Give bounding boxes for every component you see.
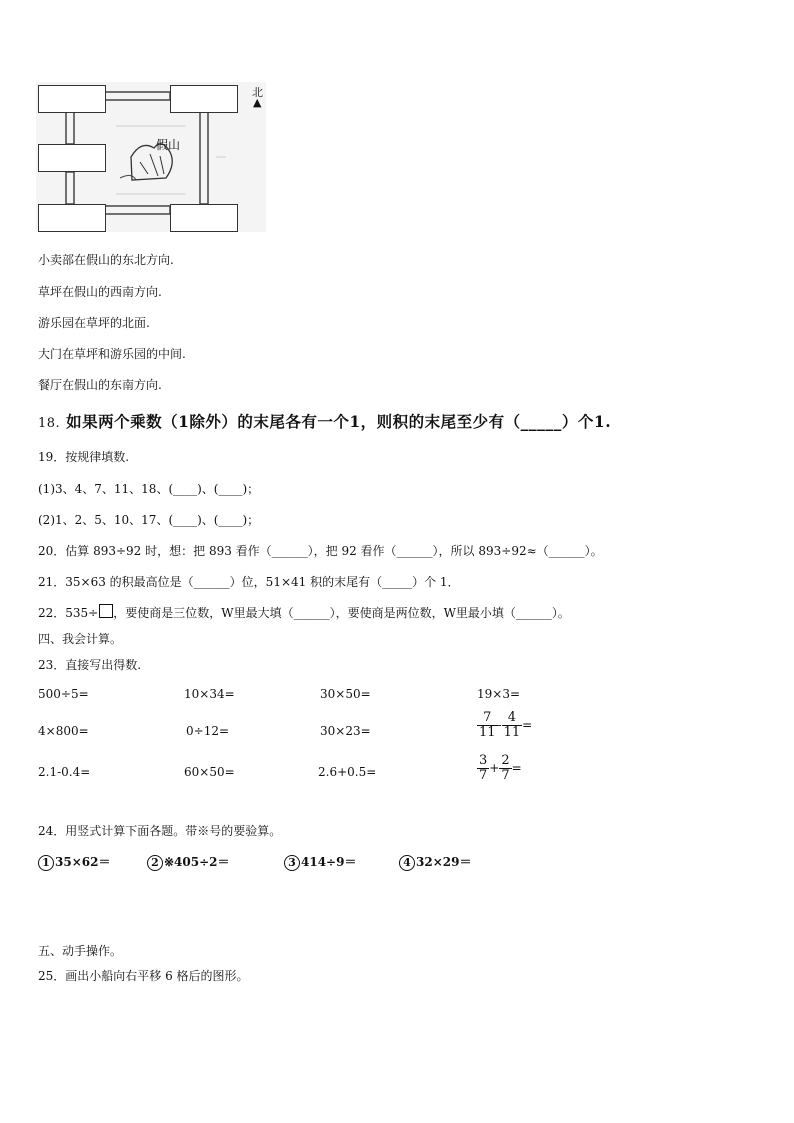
question-19-line-1: (1)3、4、7、11、18、(____)、(____)； [38, 482, 260, 496]
calc-7: 30×23= [320, 724, 371, 738]
statement-1: 小卖部在假山的东北方向. [38, 253, 174, 267]
statement-5: 餐厅在假山的东南方向. [38, 378, 162, 392]
circled-number-icon: 3 [284, 855, 300, 871]
question-18 [38, 410, 611, 432]
vertical-calc-3: 3 414÷9＝ [284, 853, 356, 871]
rockery-label: 假山 [156, 138, 181, 152]
circled-number-icon: 1 [38, 855, 54, 871]
map-box-w [38, 144, 106, 172]
calc-3: 30×50= [320, 687, 371, 701]
calc-1: 500÷5= [38, 687, 89, 701]
circled-number-icon: 4 [399, 855, 415, 871]
fraction: $\frac{4}{11}$ [503, 710, 521, 740]
question-21: 21．35×63 的积最高位是（______）位，51×41 积的末尾有（_____）个 1． [38, 575, 460, 589]
calc-fraction-1: $\frac{7}{11}$ - $\frac{4}{11}$ = [479, 710, 533, 740]
map-box-ne [170, 85, 238, 113]
map-box-nw [38, 85, 106, 113]
calc-10: 2.6+0.5= [318, 765, 377, 779]
question-25: 25．画出小船向右平移 6 格后的图形。 [38, 969, 249, 983]
fraction: $\frac{3}{7}$ [479, 753, 488, 783]
vertical-calc-2: 2 ※405÷2＝ [147, 853, 230, 871]
section-4-heading: 四、我会计算。 [38, 632, 123, 646]
blank-square-icon [99, 604, 113, 618]
question-24-title: 24．用竖式计算下面各题。带※号的要验算。 [38, 824, 282, 838]
vertical-calc-1: 1 35×62＝ [38, 853, 110, 871]
calc-2: 10×34= [184, 687, 235, 701]
calc-6: 0÷12= [186, 724, 230, 738]
question-22-rest: ，要使商是三位数，W里最大填（______），要使商是两位数，W里最小填（______）。 [113, 606, 570, 620]
vertical-calc-4: 4 32×29＝ [399, 853, 471, 871]
question-22-prefix: 22． [38, 606, 66, 620]
section-5-heading: 五、动手操作。 [38, 944, 123, 958]
question-19-title: 19．按规律填数. [38, 450, 130, 464]
question-20: 20．估算 893÷92 时，想：把 893 看作（______），把 92 看作（______），所以 893÷92≈（______）。 [38, 544, 603, 558]
calc-4: 19×3= [477, 687, 521, 701]
calc-5: 4×800= [38, 724, 89, 738]
question-23-title: 23．直接写出得数. [38, 658, 142, 672]
north-arrow-icon: ▲ [253, 96, 262, 109]
statement-4: 大门在草坪和游乐园的中间. [38, 347, 186, 361]
question-22 [38, 604, 570, 621]
question-19-line-2: (2)1、2、5、10、17、(____)、(____)； [38, 513, 260, 527]
statement-2: 草坪在假山的西南方向. [38, 285, 162, 299]
map-box-se [170, 204, 238, 232]
circled-number-icon: 2 [147, 855, 163, 871]
calc-8: 2.1-0.4= [38, 765, 91, 779]
fraction: $\frac{7}{11}$ [479, 710, 496, 740]
north-label: 北 [252, 86, 263, 99]
question-18-number: 18. [38, 416, 61, 431]
fraction: $\frac{2}{7}$ [501, 753, 510, 783]
question-22-expr: 535÷ [65, 606, 99, 620]
map-figure [36, 82, 266, 232]
question-18-text: 如果两个乘数（1除外）的末尾各有一个1，则积的末尾至少有（_____）个1. [66, 412, 612, 431]
map-box-sw [38, 204, 106, 232]
calc-9: 60×50= [184, 765, 235, 779]
statement-3: 游乐园在草坪的北面. [38, 316, 150, 330]
calc-fraction-2: $\frac{3}{7}$ + $\frac{2}{7}$ = [479, 753, 522, 783]
